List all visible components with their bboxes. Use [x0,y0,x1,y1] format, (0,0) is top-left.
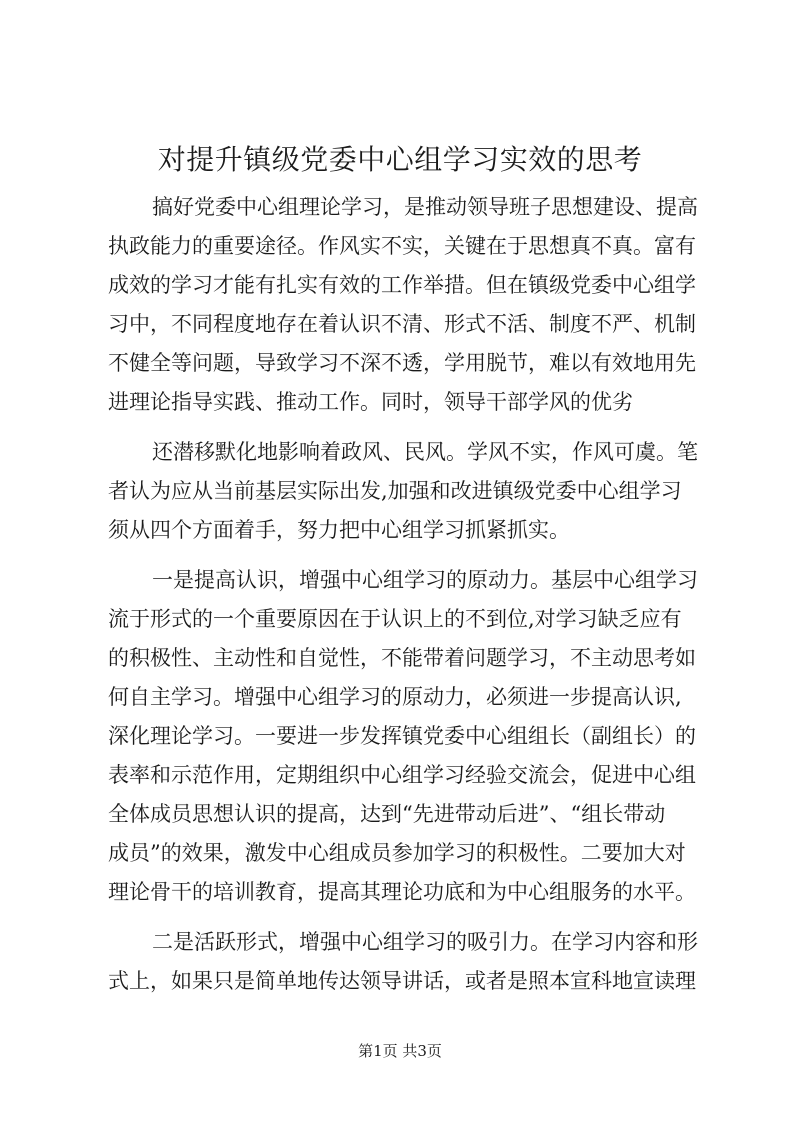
text-line: 深化理论学习。一要进一步发挥镇党委中心组组长（副组长）的 [108,724,696,748]
text-line: 成效的学习才能有扎实有效的工作举措。但在镇级党委中心组学 [108,273,696,297]
text-line: 式上，如果只是简单地传达领导讲话，或者是照本宣科地宣读理 [108,969,696,993]
text-line: 不健全等问题，导致学习不深不透，学用脱节，难以有效地用先 [108,351,696,375]
text-line: 习中，不同程度地存在着认识不清、形式不活、制度不严、机制 [108,312,696,336]
text-line: 何自主学习。增强中心组学习的原动力，必须进一步提高认识, [108,685,682,709]
text-line: 还潜移默化地影响着政风、民风。学风不实，作风可虞。笔 [152,440,698,464]
text-line: 须从四个方面着手，努力把中心组学习抓紧抓实。 [108,518,570,542]
text-line: 者认为应从当前基层实际出发,加强和改进镇级党委中心组学习 [108,479,682,503]
text-line: 执政能力的重要途径。作风实不实，关键在于思想真不真。富有 [108,234,696,258]
text-line: 成员”的效果，激发中心组成员参加学习的积极性。二要加大对 [108,841,686,865]
text-line: 流于形式的一个重要原因在于认识上的不到位,对学习缺乏应有 [108,607,682,631]
text-line: 搞好党委中心组理论学习，是推动领导班子思想建设、提高 [152,195,698,219]
page-number-footer: 第1页 共3页 [358,1042,442,1060]
text-line: 全体成员思想认识的提高，达到“先进带动后进”、“组长带动 [108,802,666,826]
document-title: 对提升镇级党委中心组学习实效的思考 [157,143,643,176]
paragraph [108,433,702,550]
text-line: 理论骨干的培训教育，提高其理论功底和为中心组服务的水平。 [108,880,696,904]
text-line: 二是活跃形式，增强中心组学习的吸引力。在学习内容和形 [152,930,698,954]
text-line: 的积极性、主动性和自觉性，不能带着问题学习，不主动思考如 [108,646,696,670]
text-line: 表率和示范作用，定期组织中心组学习经验交流会，促进中心组 [108,763,696,787]
paragraph [108,561,702,912]
document-body [108,188,702,1001]
paragraph [108,923,702,1001]
text-line: 进理论指导实践、推动工作。同时，领导干部学风的优劣 [108,390,633,414]
text-line: 一是提高认识，增强中心组学习的原动力。基层中心组学习 [152,568,698,592]
paragraph [108,188,702,422]
